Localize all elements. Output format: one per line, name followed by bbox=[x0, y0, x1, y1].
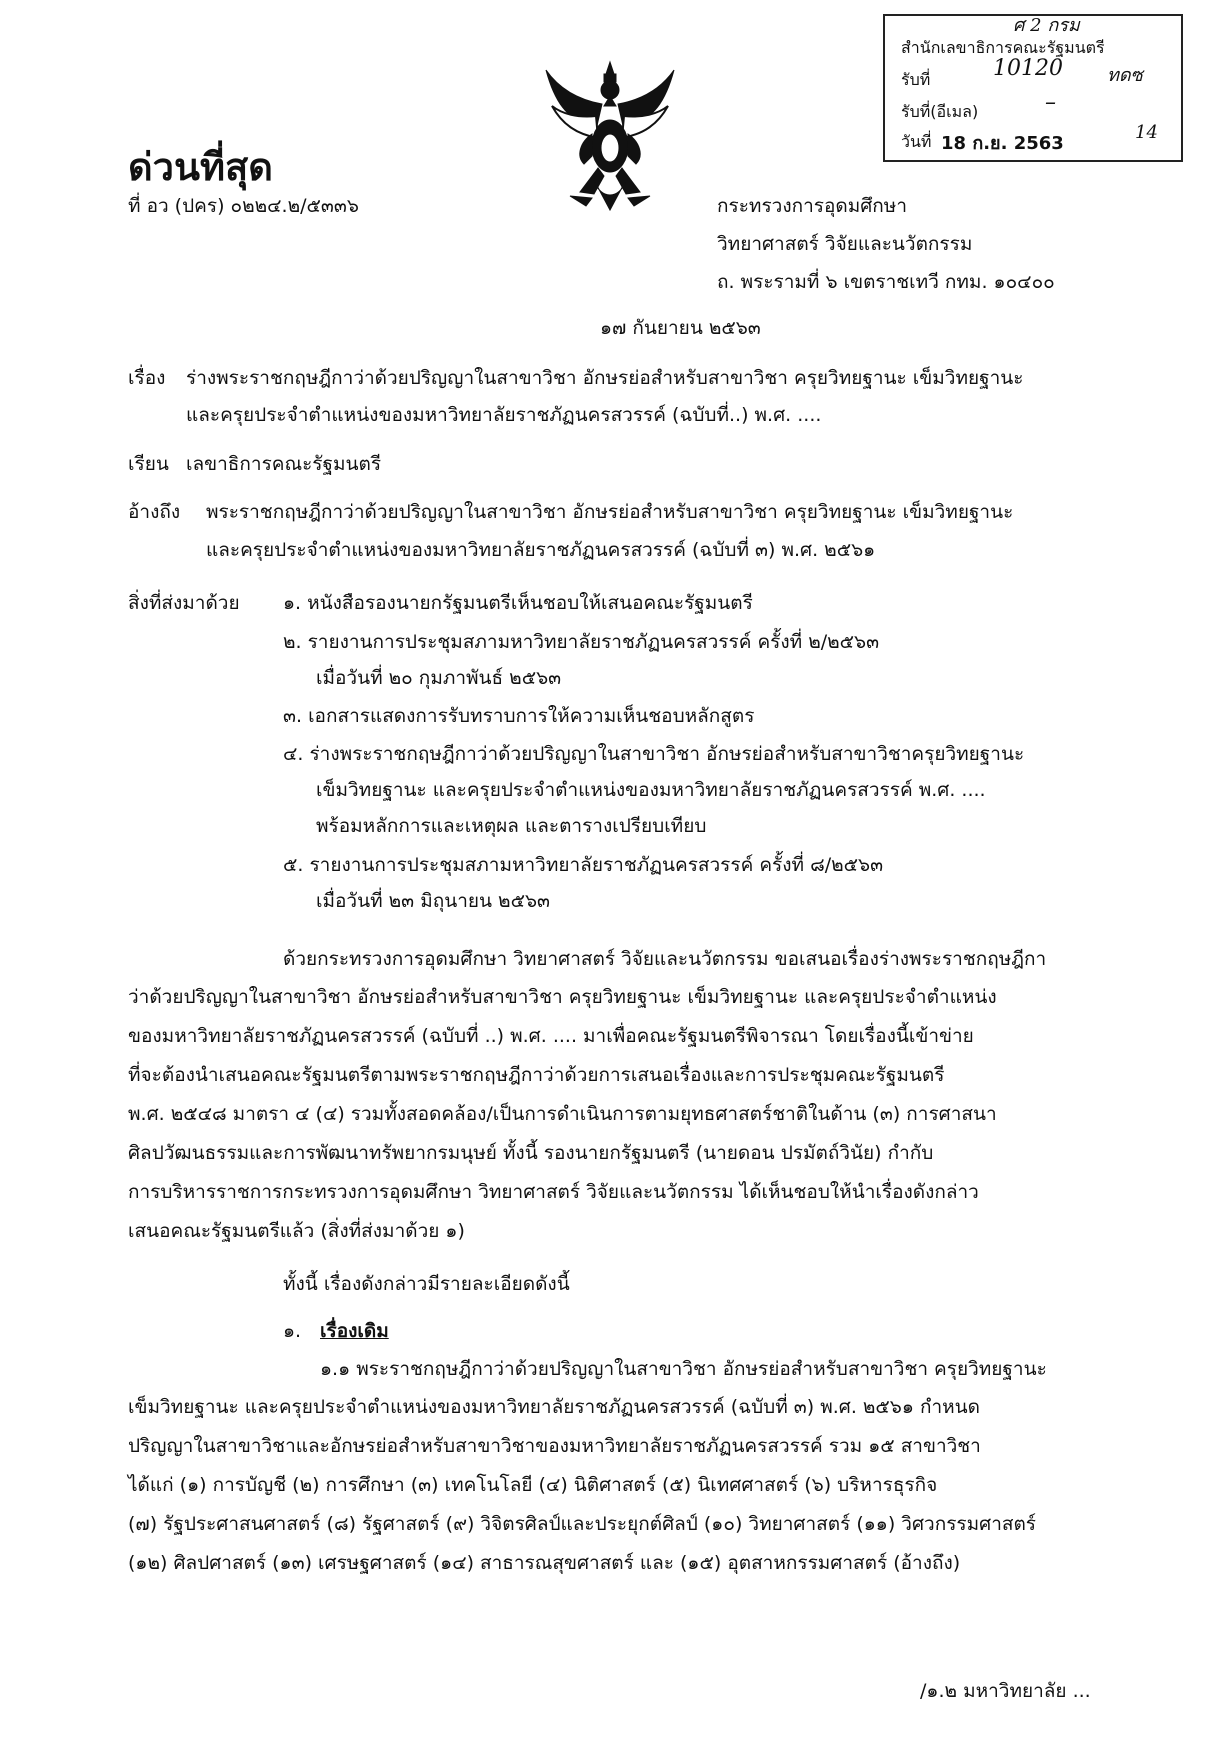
to-label: เรียน bbox=[128, 453, 169, 475]
garuda-emblem-icon bbox=[540, 60, 680, 220]
stamp-office: สำนักเลขาธิการคณะรัฐมนตรี bbox=[901, 38, 1105, 57]
section1-title: เรื่องเดิม bbox=[320, 1320, 389, 1342]
body-para3-line-3: ปริญญาในสาขาวิชาและอักษรย่อสำหรับสาขาวิชาของมหาวิทยาลัยราชภัฏนครสวรรค์ รวม ๑๕ สาขาวิชา bbox=[128, 1435, 981, 1457]
body-para2: ทั้งนี้ เรื่องดังกล่าวมีรายละเอียดดังนี้ bbox=[283, 1273, 570, 1295]
body-para1-line-4: ที่จะต้องนำเสนอคณะรัฐมนตรีตามพระราชกฤษฎีกาว่าด้วยการเสนอเรื่องและการประชุมคณะรัฐมนตรี bbox=[128, 1064, 945, 1086]
sender-line-3: ถ. พระรามที่ ๖ เขตราชเทวี กทม. ๑๐๔๐๐ bbox=[717, 271, 1055, 293]
reference-label: อ้างถึง bbox=[128, 501, 181, 523]
enclosure-5-cont: เมื่อวันที่ ๒๓ มิถุนายน ๒๕๖๓ bbox=[316, 890, 551, 912]
body-para1-line-7: การบริหารราชการกระทรวงการอุดมศึกษา วิทยาศาสตร์ วิจัยและนวัตกรรม ได้เห็นชอบให้นำเรื่องดังกล่าว bbox=[128, 1181, 979, 1203]
stamp-time-val: 14 bbox=[1135, 122, 1158, 143]
continuation-footer: /๑.๒ มหาวิทยาลัย ... bbox=[920, 1680, 1091, 1702]
body-para3-line-1: ๑.๑ พระราชกฤษฎีกาว่าด้วยปริญญาในสาขาวิชา อักษรย่อสำหรับสาขาวิชา ครุยวิทยฐานะ bbox=[320, 1358, 1047, 1380]
reference-line-1: พระราชกฤษฎีกาว่าด้วยปริญญาในสาขาวิชา อักษรย่อสำหรับสาขาวิชา ครุยวิทยฐานะ เข็มวิทยฐานะ bbox=[206, 501, 1014, 523]
sender-line-1: กระทรวงการอุดมศึกษา bbox=[717, 195, 907, 217]
enclosure-4-cont-1: เข็มวิทยฐานะ และครุยประจำตำแหน่งของมหาวิทยาลัยราชภัฏนครสวรรค์ พ.ศ. .... bbox=[316, 779, 986, 801]
body-para1-line-3: ของมหาวิทยาลัยราชภัฏนครสวรรค์ (ฉบับที่ ..) พ.ศ. .... มาเพื่อคณะรัฐมนตรีพิจารณา โดยเรื่องนี้เข้าข่าย bbox=[128, 1025, 974, 1047]
stamp-recv-no: 10120 bbox=[993, 56, 1063, 81]
body-para1-line-8: เสนอคณะรัฐมนตรีแล้ว (สิ่งที่ส่งมาด้วย ๑) bbox=[128, 1220, 465, 1242]
body-para1-line-1: ด้วยกระทรวงการอุดมศึกษา วิทยาศาสตร์ วิจัยและนวัตกรรม ขอเสนอเรื่องร่างพระราชกฤษฎีกา bbox=[283, 948, 1047, 970]
document-date: ๑๗ กันยายน ๒๕๖๓ bbox=[600, 317, 761, 339]
stamp-recv-email-label: รับที่(อีเมล) bbox=[901, 102, 979, 121]
reference-line-2: และครุยประจำตำแหน่งของมหาวิทยาลัยราชภัฏนครสวรรค์ (ฉบับที่ ๓) พ.ศ. ๒๕๖๑ bbox=[206, 539, 876, 561]
body-para1-line-5: พ.ศ. ๒๕๔๘ มาตรา ๔ (๔) รวมทั้งสอดคล้อง/เป็นการดำเนินการตามยุทธศาสตร์ชาติในด้าน (๓) การศาสนา bbox=[128, 1103, 997, 1125]
enclosures-label: สิ่งที่ส่งมาด้วย bbox=[128, 592, 240, 614]
stamp-initials: ทดซ bbox=[1107, 65, 1143, 86]
body-para1-line-2: ว่าด้วยปริญญาในสาขาวิชา อักษรย่อสำหรับสาขาวิชา ครุยวิทยฐานะ เข็มวิทยฐานะ และครุยประจำตำแหน่ง bbox=[128, 986, 997, 1008]
stamp-recv-email-val: – bbox=[1045, 90, 1056, 115]
subject-line-1: ร่างพระราชกฤษฎีกาว่าด้วยปริญญาในสาขาวิชา อักษรย่อสำหรับสาขาวิชา ครุยวิทยฐานะ เข็มวิทยฐานะ bbox=[186, 367, 1024, 389]
subject-label: เรื่อง bbox=[128, 367, 166, 389]
receipt-stamp bbox=[883, 14, 1183, 162]
stamp-date-val: 18 ก.ย. 2563 bbox=[941, 133, 1064, 154]
body-para3-line-2: เข็มวิทยฐานะ และครุยประจำตำแหน่งของมหาวิทยาลัยราชภัฏนครสวรรค์ (ฉบับที่ ๓) พ.ศ. ๒๕๖๑ กำหนด bbox=[128, 1396, 980, 1418]
enclosure-3: ๓. เอกสารแสดงการรับทราบการให้ความเห็นชอบหลักสูตร bbox=[283, 705, 755, 727]
stamp-top-note: ศ 2 กรม bbox=[1013, 15, 1080, 36]
enclosure-5: ๕. รายงานการประชุมสภามหาวิทยาลัยราชภัฏนครสวรรค์ ครั้งที่ ๘/๒๕๖๓ bbox=[283, 854, 884, 876]
body-para3-line-4: ได้แก่ (๑) การบัญชี (๒) การศึกษา (๓) เทคโนโลยี (๔) นิติศาสตร์ (๕) นิเทศศาสตร์ (๖) บริหารธุรกิจ bbox=[128, 1474, 938, 1496]
sender-line-2: วิทยาศาสตร์ วิจัยและนวัตกรรม bbox=[717, 233, 973, 255]
enclosure-4: ๔. ร่างพระราชกฤษฎีกาว่าด้วยปริญญาในสาขาวิชา อักษรย่อสำหรับสาขาวิชาครุยวิทยฐานะ bbox=[283, 743, 1025, 765]
body-para3-line-5: (๗) รัฐประศาสนศาสตร์ (๘) รัฐศาสตร์ (๙) วิจิตรศิลป์และประยุกต์ศิลป์ (๑๐) วิทยาศาสตร์ (๑๑) วิศวกรรมศาสตร์ bbox=[128, 1513, 1037, 1535]
document-number: ที่ อว (ปคร) ๐๒๒๔.๒/๕๓๓๖ bbox=[128, 195, 359, 217]
stamp-date-label: วันที่ bbox=[901, 132, 932, 151]
body-para1-line-6: ศิลปวัฒนธรรมและการพัฒนาทรัพยากรมนุษย์ ทั้งนี้ รองนายกรัฐมนตรี (นายดอน ปรมัตถ์วินัย) กำกับ bbox=[128, 1142, 934, 1164]
urgent-label: ด่วนที่สุด bbox=[128, 145, 273, 189]
subject-line-2: และครุยประจำตำแหน่งของมหาวิทยาลัยราชภัฏนครสวรรค์ (ฉบับที่..) พ.ศ. .... bbox=[186, 404, 822, 426]
to-value: เลขาธิการคณะรัฐมนตรี bbox=[186, 453, 382, 475]
section1-number: ๑. bbox=[283, 1320, 302, 1342]
enclosure-2-cont: เมื่อวันที่ ๒๐ กุมภาพันธ์ ๒๕๖๓ bbox=[316, 667, 562, 689]
body-para3-line-6: (๑๒) ศิลปศาสตร์ (๑๓) เศรษฐศาสตร์ (๑๔) สาธารณสุขศาสตร์ และ (๑๕) อุตสาหกรรมศาสตร์ (อ้างถึง) bbox=[128, 1552, 961, 1574]
stamp-recv-label: รับที่ bbox=[901, 70, 931, 89]
enclosure-2: ๒. รายงานการประชุมสภามหาวิทยาลัยราชภัฏนครสวรรค์ ครั้งที่ ๒/๒๕๖๓ bbox=[283, 631, 880, 653]
enclosure-1: ๑. หนังสือรองนายกรัฐมนตรีเห็นชอบให้เสนอคณะรัฐมนตรี bbox=[283, 592, 753, 614]
enclosure-4-cont-2: พร้อมหลักการและเหตุผล และตารางเปรียบเทียบ bbox=[316, 815, 707, 837]
